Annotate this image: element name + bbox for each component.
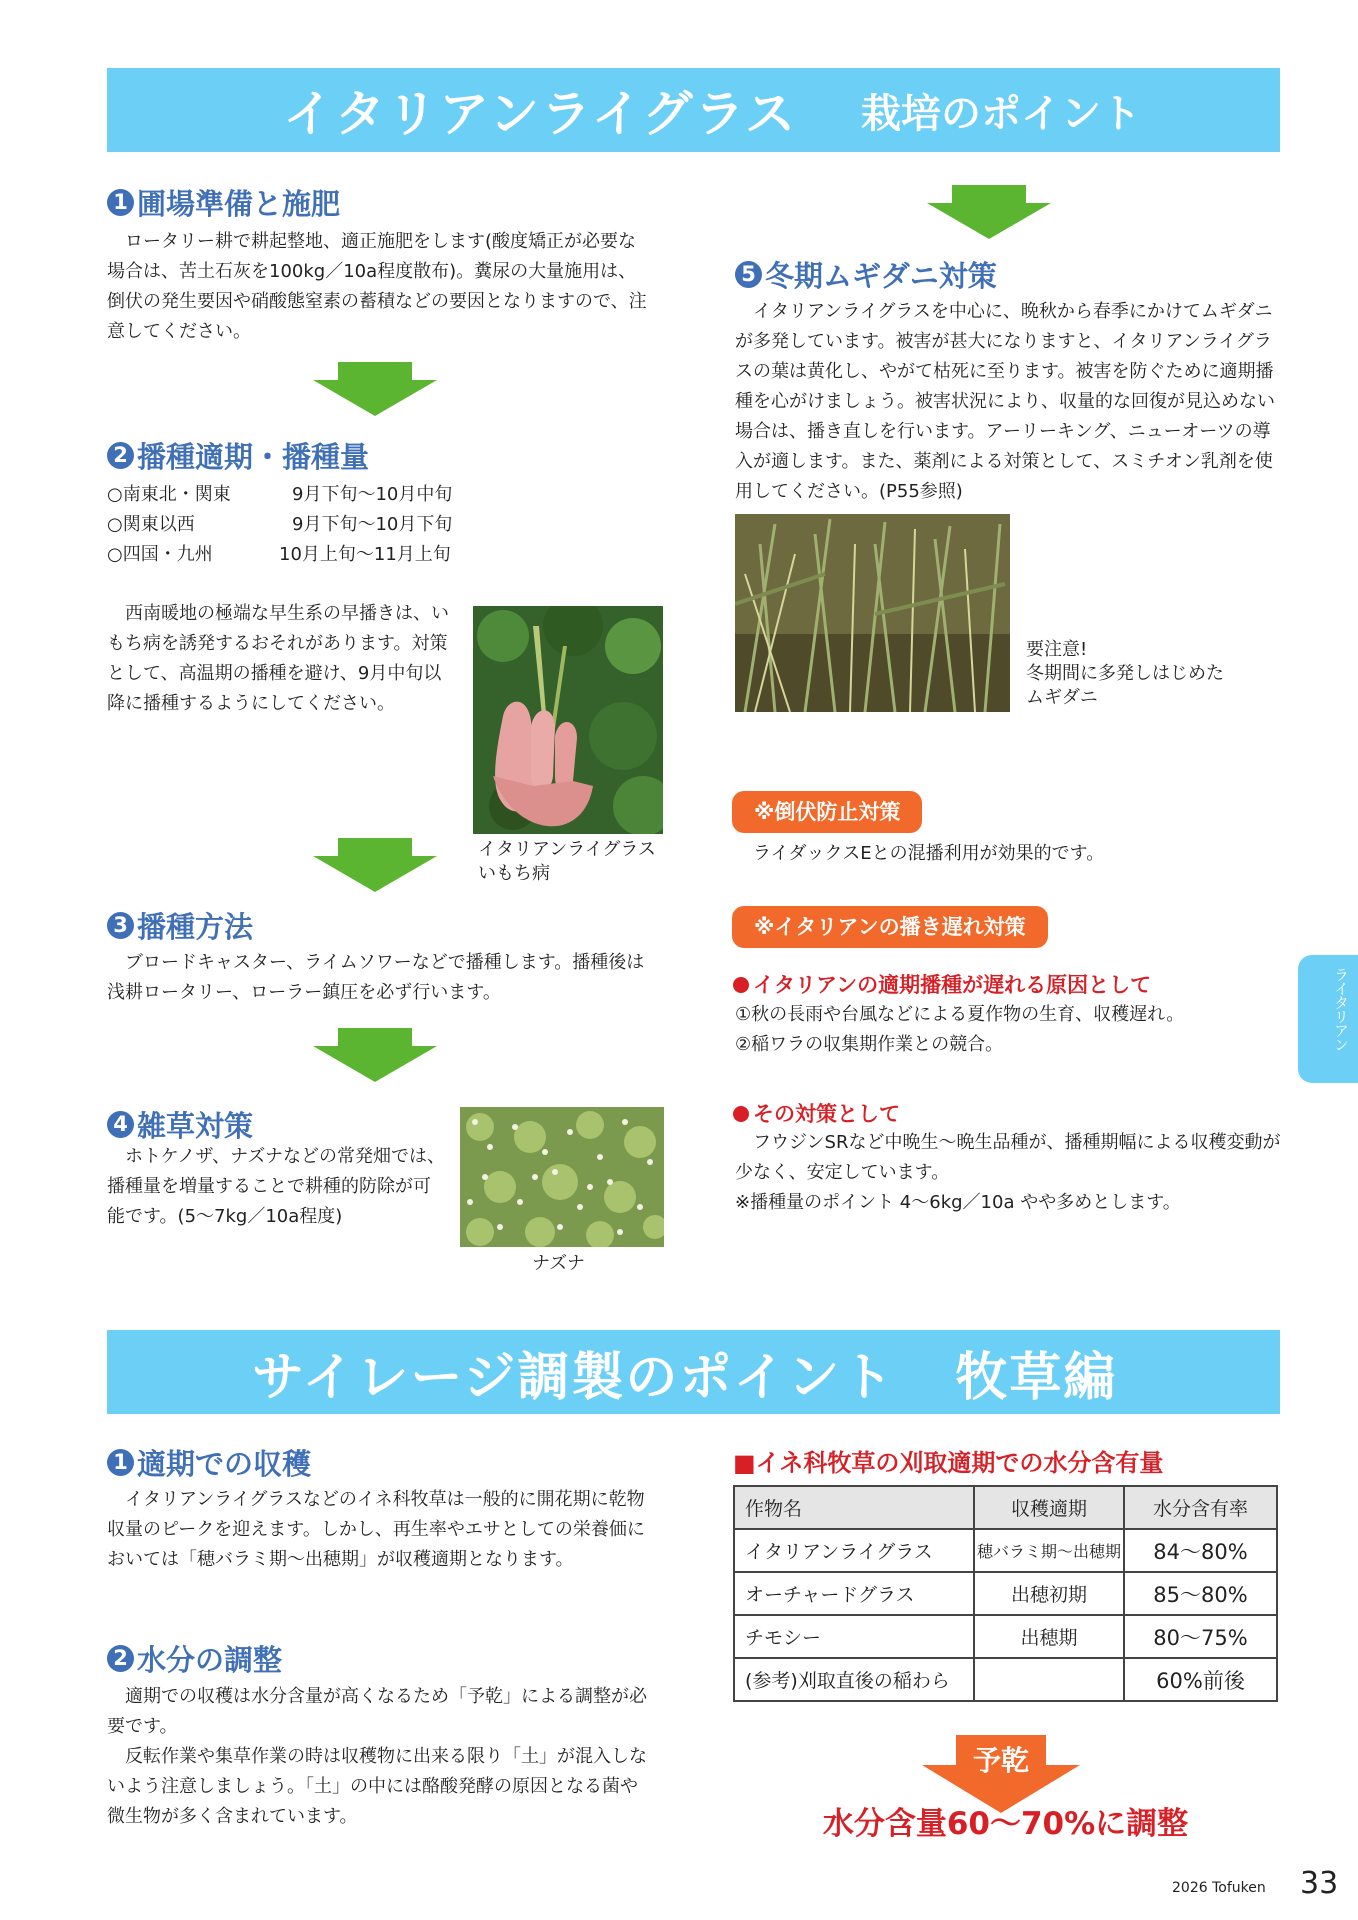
heading-4: 4 雑草対策 bbox=[107, 1104, 253, 1145]
sowing-table: ○南東北・関東 9月下旬〜10月中旬 ○関東以西 9月下旬〜10月下旬 ○四国・九州 10月上旬〜11月上旬 bbox=[107, 484, 453, 565]
arrow-down-icon bbox=[927, 185, 1051, 239]
side-index-tab[interactable]: ライタリアン bbox=[1298, 955, 1358, 1083]
photo-shepherds-purse bbox=[460, 1107, 664, 1247]
silage-s2-body: 適期での収穫は水分含量が高くなるため「予乾」による調整が必要です。 反転作業や集草作業の時は収穫物に出来る限り「土」が混入しないよう注意しましょう。「土」の中には酪酸発酵の原因となる菌や微生物が多く含まれています。 bbox=[107, 1686, 647, 1827]
moisture-result: 水分含量60〜70%に調整 bbox=[822, 1806, 1189, 1842]
silage-heading-2: 2 水分の調整 bbox=[107, 1638, 282, 1679]
late-cause-heading: イタリアンの適期播種が遅れる原因として bbox=[733, 969, 1151, 999]
predry-label: 予乾 bbox=[972, 1744, 1029, 1777]
photo-caption-rice-blast: イタリアンライグラス いもち病 bbox=[478, 839, 656, 884]
table-row: オーチャードグラス 出穂初期 85〜80% bbox=[734, 1572, 1277, 1615]
red-dot-icon bbox=[733, 1106, 749, 1122]
section1-title: イタリアンライグラス bbox=[283, 85, 797, 143]
s2-note: 西南暖地の極端な早生系の早播きは、いもち病を誘発するおそれがあります。対策として、高温期の播種を避け、9月中旬以降に播種するようにしてください。 bbox=[107, 603, 449, 714]
number-badge: 1 bbox=[107, 189, 134, 216]
photo-wheat-mite bbox=[735, 514, 1010, 712]
photo-caption-wheat-mite: 要注意! 冬期間に多発しはじめた ムギダニ bbox=[1026, 639, 1224, 708]
section1-subtitle: 栽培のポイント bbox=[861, 90, 1141, 137]
heading-text: 圃場準備と施肥 bbox=[137, 187, 341, 221]
section2-title: サイレージ調製のポイント bbox=[252, 1347, 896, 1408]
s4-body: ホトケノザ、ナズナなどの常発畑では、播種量を増量することで耕種的防除が可能です。(5〜7kg／10a程度) bbox=[107, 1146, 446, 1227]
late-measure-heading: その対策として bbox=[733, 1098, 900, 1128]
heading-3: 3 播種方法 bbox=[107, 905, 253, 946]
heading-5: 5 冬期ムギダニ対策 bbox=[735, 254, 997, 295]
silage-heading-1: 1 適期での収穫 bbox=[107, 1442, 311, 1483]
s5-body: イタリアンライグラスを中心に、晩秋から春季にかけてムギダニが多発しています。被害が甚大になりますと、イタリアンライグラスの葉は黄化し、やがて枯死に至ります。被害を防ぐために適期播種を心がけましょう。被害状況により、収量的な回復が見込めない場合は、播き直しを行います。アーリーキング、ニューオーツの導入が適します。また、薬剤による対策として、スミチオン乳剤を使用してください。(P55参照) bbox=[735, 301, 1275, 502]
red-dot-icon bbox=[733, 977, 749, 993]
table-row: チモシー 出穂期 80〜75% bbox=[734, 1615, 1277, 1658]
lodging-label: ※倒伏防止対策 bbox=[732, 791, 922, 833]
table-row: イタリアンライグラス 穂バラミ期〜出穂期 84〜80% bbox=[734, 1529, 1277, 1572]
arrow-down-icon bbox=[313, 362, 437, 416]
photo-rice-blast bbox=[473, 606, 663, 834]
section2-subtitle: 牧草編 bbox=[955, 1347, 1118, 1408]
page-number: 33 bbox=[1300, 1866, 1339, 1901]
silage-s1-body: イタリアンライグラスなどのイネ科牧草は一般的に開花期に乾物収量のピークを迎えます。しかし、再生率やエサとしての栄養価においては「穂バラミ期〜出穂期」が収穫適期となります。 bbox=[107, 1489, 645, 1570]
section1-banner bbox=[107, 68, 1280, 152]
late-cause-list: ①秋の長雨や台風などによる夏作物の生育、収穫遅れ。 ②稲ワラの収集期作業との競合。 bbox=[735, 1004, 1185, 1055]
heading-2: 2 播種適期・播種量 bbox=[107, 435, 369, 476]
arrow-down-icon bbox=[313, 1028, 437, 1082]
section2-banner bbox=[107, 1330, 1280, 1414]
heading-1 bbox=[107, 182, 340, 223]
footer-brand: 2026 Tofuken bbox=[1172, 1880, 1266, 1896]
late-measure-body: フウジンSRなど中晩生〜晩生品種が、播種期幅による収穫変動が少なく、安定しています。 ※播種量のポイント 4〜6kg／10a やや多めとします。 bbox=[735, 1132, 1281, 1213]
late-sowing-label: ※イタリアンの播き遅れ対策 bbox=[732, 906, 1048, 948]
moisture-table bbox=[733, 1485, 1278, 1702]
s3-body: ブロードキャスター、ライムソワーなどで播種します。播種後は浅耕ロータリー、ローラー鎮圧を必ず行います。 bbox=[107, 952, 645, 1003]
photo-caption-shepherds-purse: ナズナ bbox=[532, 1253, 585, 1274]
lodging-body: ライダックスEとの混播利用が効果的です。 bbox=[753, 843, 1105, 864]
table-row: (参考)刈取直後の稲わら 60%前後 bbox=[734, 1658, 1277, 1701]
arrow-down-icon bbox=[313, 838, 437, 892]
moisture-table-title: ■イネ科牧草の刈取適期での水分含有量 bbox=[733, 1449, 1164, 1477]
table-header-row: 作物名 収穫適期 水分含有率 bbox=[734, 1486, 1277, 1529]
s1-body: ロータリー耕で耕起整地、適正施肥をします(酸度矯正が必要な場合は、苦土石灰を100kg／10a程度散布)。糞尿の大量施用は、倒伏の発生要因や硝酸態窒素の蓄積などの要因となりますので、注意してください。 bbox=[107, 231, 647, 342]
